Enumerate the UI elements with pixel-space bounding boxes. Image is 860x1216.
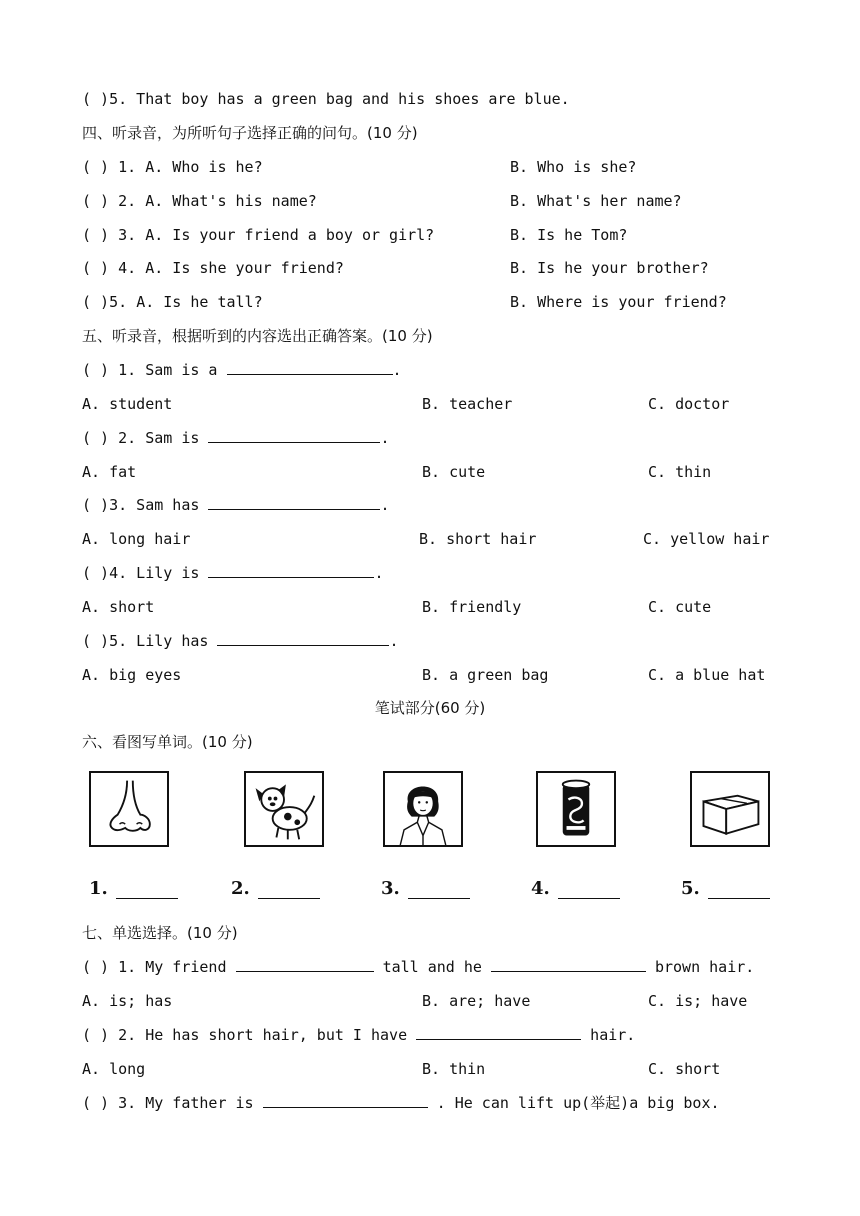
picture-number-4: 4. <box>531 878 620 899</box>
question-5-top: ( )5. That boy has a green bag and his shoes are blue. <box>82 90 570 108</box>
s5-q1-option-c: C. doctor <box>648 395 730 413</box>
s5-q3-option-c: C. yellow hair <box>643 530 770 548</box>
s5-q3: ( )3. Sam has . <box>82 496 390 514</box>
written-part-title: 笔试部分(60 分) <box>374 699 486 717</box>
s5-q4-option-b: B. friendly <box>422 598 522 616</box>
section-5-title: 五、听录音，根据听到的内容选出正确答案。(10 分) <box>82 327 433 345</box>
picture-number-1: 1. <box>89 878 178 899</box>
answer-blank[interactable] <box>408 880 470 899</box>
nose-icon <box>89 771 169 847</box>
s4-q3: ( ) 3. A. Is your friend a boy or girl? <box>82 226 435 244</box>
s7-q2-option-b: B. thin <box>422 1060 486 1078</box>
s4-q1: ( ) 1. A. Who is he? <box>82 158 263 176</box>
s4-q4-option-b: B. Is he your brother? <box>510 259 709 277</box>
answer-blank[interactable] <box>227 360 393 375</box>
answer-blank[interactable] <box>558 880 620 899</box>
answer-blank[interactable] <box>217 631 389 646</box>
answer-blank[interactable] <box>263 1093 428 1108</box>
section-4-title: 四、听录音，为所听句子选择正确的问句。(10 分) <box>82 124 418 142</box>
s7-q1: ( ) 1. My friend tall and he brown hair. <box>82 958 755 976</box>
s5-q5-option-b: B. a green bag <box>422 666 549 684</box>
picture-number-5: 5. <box>681 878 770 899</box>
s7-q2-option-c: C. short <box>648 1060 721 1078</box>
s5-q5-option-a: A. big eyes <box>82 666 182 684</box>
s7-q1-option-a: A. is; has <box>82 992 173 1010</box>
answer-blank[interactable] <box>208 428 380 443</box>
s5-q5: ( )5. Lily has . <box>82 632 399 650</box>
s7-q1-option-b: B. are; have <box>422 992 531 1010</box>
box-icon <box>690 771 770 847</box>
answer-blank[interactable] <box>236 957 374 972</box>
answer-blank[interactable] <box>416 1025 581 1040</box>
section-6-title: 六、看图写单词。(10 分) <box>82 733 253 751</box>
s5-q1-option-a: A. student <box>82 395 173 413</box>
answer-blank[interactable] <box>116 880 178 899</box>
cola-can-icon <box>536 771 616 847</box>
s5-q2: ( ) 2. Sam is . <box>82 429 390 447</box>
s5-q2-option-c: C. thin <box>648 463 712 481</box>
picture-number-3: 3. <box>381 878 470 899</box>
s5-q4-option-a: A. short <box>82 598 155 616</box>
s7-q3: ( ) 3. My father is . He can lift up(举起)a big box. <box>82 1094 720 1112</box>
s5-q3-option-a: A. long hair <box>82 530 191 548</box>
s4-q5: ( )5. A. Is he tall? <box>82 293 263 311</box>
s5-q2-option-b: B. cute <box>422 463 486 481</box>
picture-number-2: 2. <box>231 878 320 899</box>
answer-blank[interactable] <box>208 563 374 578</box>
s4-q4: ( ) 4. A. Is she your friend? <box>82 259 344 277</box>
woman-icon <box>383 771 463 847</box>
s7-q2-option-a: A. long <box>82 1060 146 1078</box>
answer-blank[interactable] <box>491 957 646 972</box>
section-7-title: 七、单选选择。(10 分) <box>82 924 238 942</box>
s4-q2-option-b: B. What's her name? <box>510 192 682 210</box>
s5-q5-option-c: C. a blue hat <box>648 666 766 684</box>
dog-icon <box>244 771 324 847</box>
s4-q2: ( ) 2. A. What's his name? <box>82 192 317 210</box>
s4-q5-option-b: B. Where is your friend? <box>510 293 727 311</box>
s5-q2-option-a: A. fat <box>82 463 137 481</box>
s7-q2: ( ) 2. He has short hair, but I have hair. <box>82 1026 636 1044</box>
answer-blank[interactable] <box>258 880 320 899</box>
s7-q1-option-c: C. is; have <box>648 992 748 1010</box>
answer-blank[interactable] <box>708 880 770 899</box>
s5-q3-option-b: B. short hair <box>419 530 537 548</box>
s5-q4-option-c: C. cute <box>648 598 712 616</box>
s4-q3-option-b: B. Is he Tom? <box>510 226 628 244</box>
answer-blank[interactable] <box>208 495 380 510</box>
s5-q4: ( )4. Lily is . <box>82 564 384 582</box>
s4-q1-option-b: B. Who is she? <box>510 158 637 176</box>
s5-q1-option-b: B. teacher <box>422 395 513 413</box>
s5-q1: ( ) 1. Sam is a . <box>82 361 402 379</box>
